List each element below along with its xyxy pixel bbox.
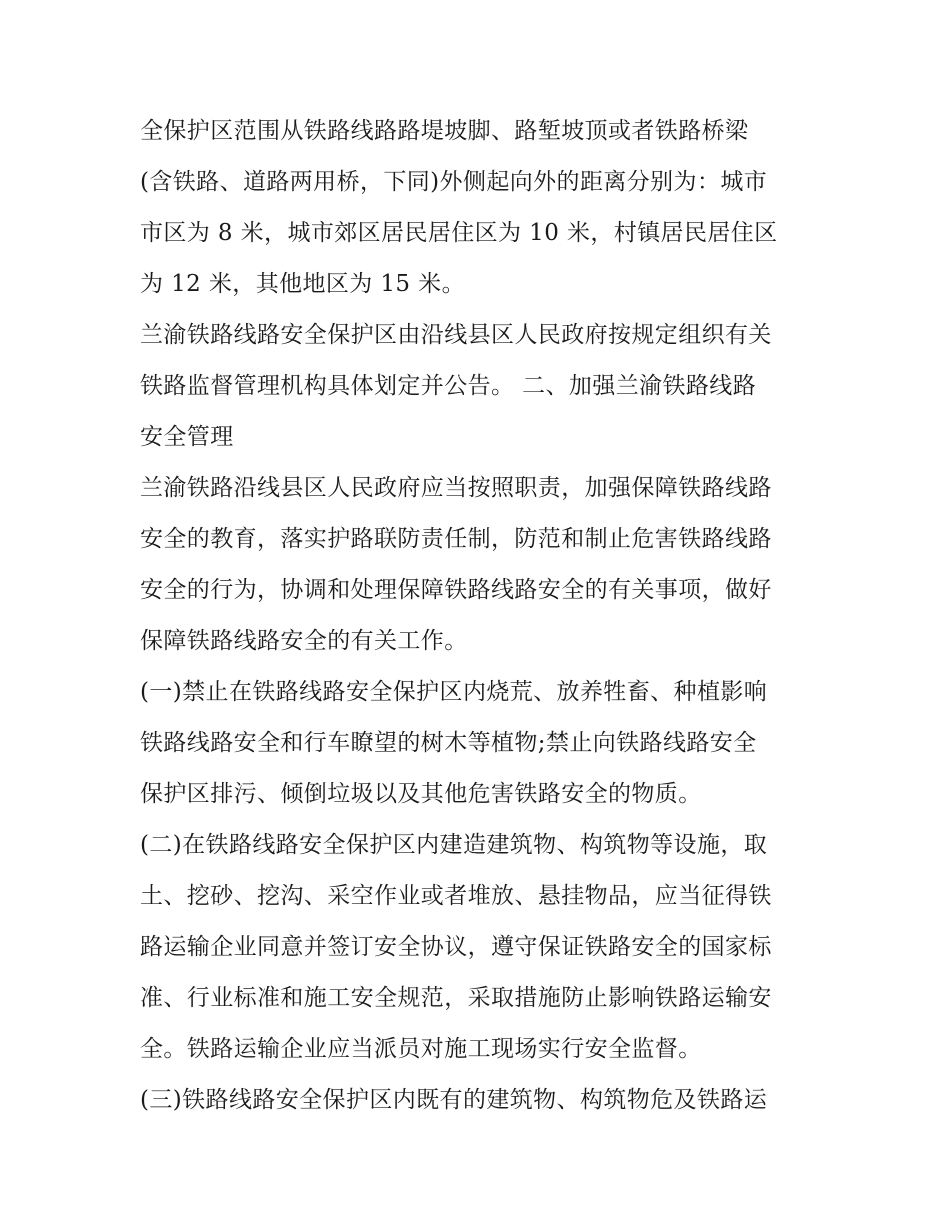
text-line: 准、行业标准和施工安全规范，采取措施防止影响铁路运输安 xyxy=(140,985,772,1011)
text-line: (一)禁止在铁路线路安全保护区内烧荒、放养牲畜、种植影响 xyxy=(140,679,768,705)
text-line: 全。铁路运输企业应当派员对施工现场实行安全监督。 xyxy=(140,1036,702,1062)
text-line: 铁路线路安全和行车瞭望的树木等植物;禁止向铁路线路安全 xyxy=(140,730,757,756)
document-body xyxy=(140,106,820,1126)
text-line: 安全的行为，协调和处理保障铁路线路安全的有关事项，做好 xyxy=(140,577,772,603)
text-line: 铁路监督管理机构具体划定并公告。 二、加强兰渝铁路线路 xyxy=(140,373,757,399)
text-line: 土、挖砂、挖沟、采空作业或者堆放、悬挂物品，应当征得铁 xyxy=(140,883,772,909)
text-line: (含铁路、道路两用桥，下同)外侧起向外的距离分别为：城市 xyxy=(140,169,768,195)
text-line: 兰渝铁路沿线县区人民政府应当按照职责，加强保障铁路线路 xyxy=(140,475,772,501)
text-line: 安全的教育，落实护路联防责任制，防范和制止危害铁路线路 xyxy=(140,526,772,552)
text-line: 路运输企业同意并签订安全协议，遵守保证铁路安全的国家标 xyxy=(140,934,772,960)
text-line: 全保护区范围从铁路线路路堤坡脚、路堑坡顶或者铁路桥梁 xyxy=(140,118,749,144)
text-line: 为 12 米，其他地区为 15 米。 xyxy=(140,271,465,297)
text-line: 市区为 8 米，城市郊区居民居住区为 10 米，村镇居民居住区 xyxy=(140,220,778,246)
text-line: 保障铁路线路安全的有关工作。 xyxy=(140,628,468,654)
text-line: 兰渝铁路线路安全保护区由沿线县区人民政府按规定组织有关 xyxy=(140,322,772,348)
text-line: 安全管理 xyxy=(140,424,234,450)
text-line: (三)铁路线路安全保护区内既有的建筑物、构筑物危及铁路运 xyxy=(140,1087,768,1113)
text-line: 保护区排污、倾倒垃圾以及其他危害铁路安全的物质。 xyxy=(140,781,702,807)
text-line: (二)在铁路线路安全保护区内建造建筑物、构筑物等设施，取 xyxy=(140,832,768,858)
